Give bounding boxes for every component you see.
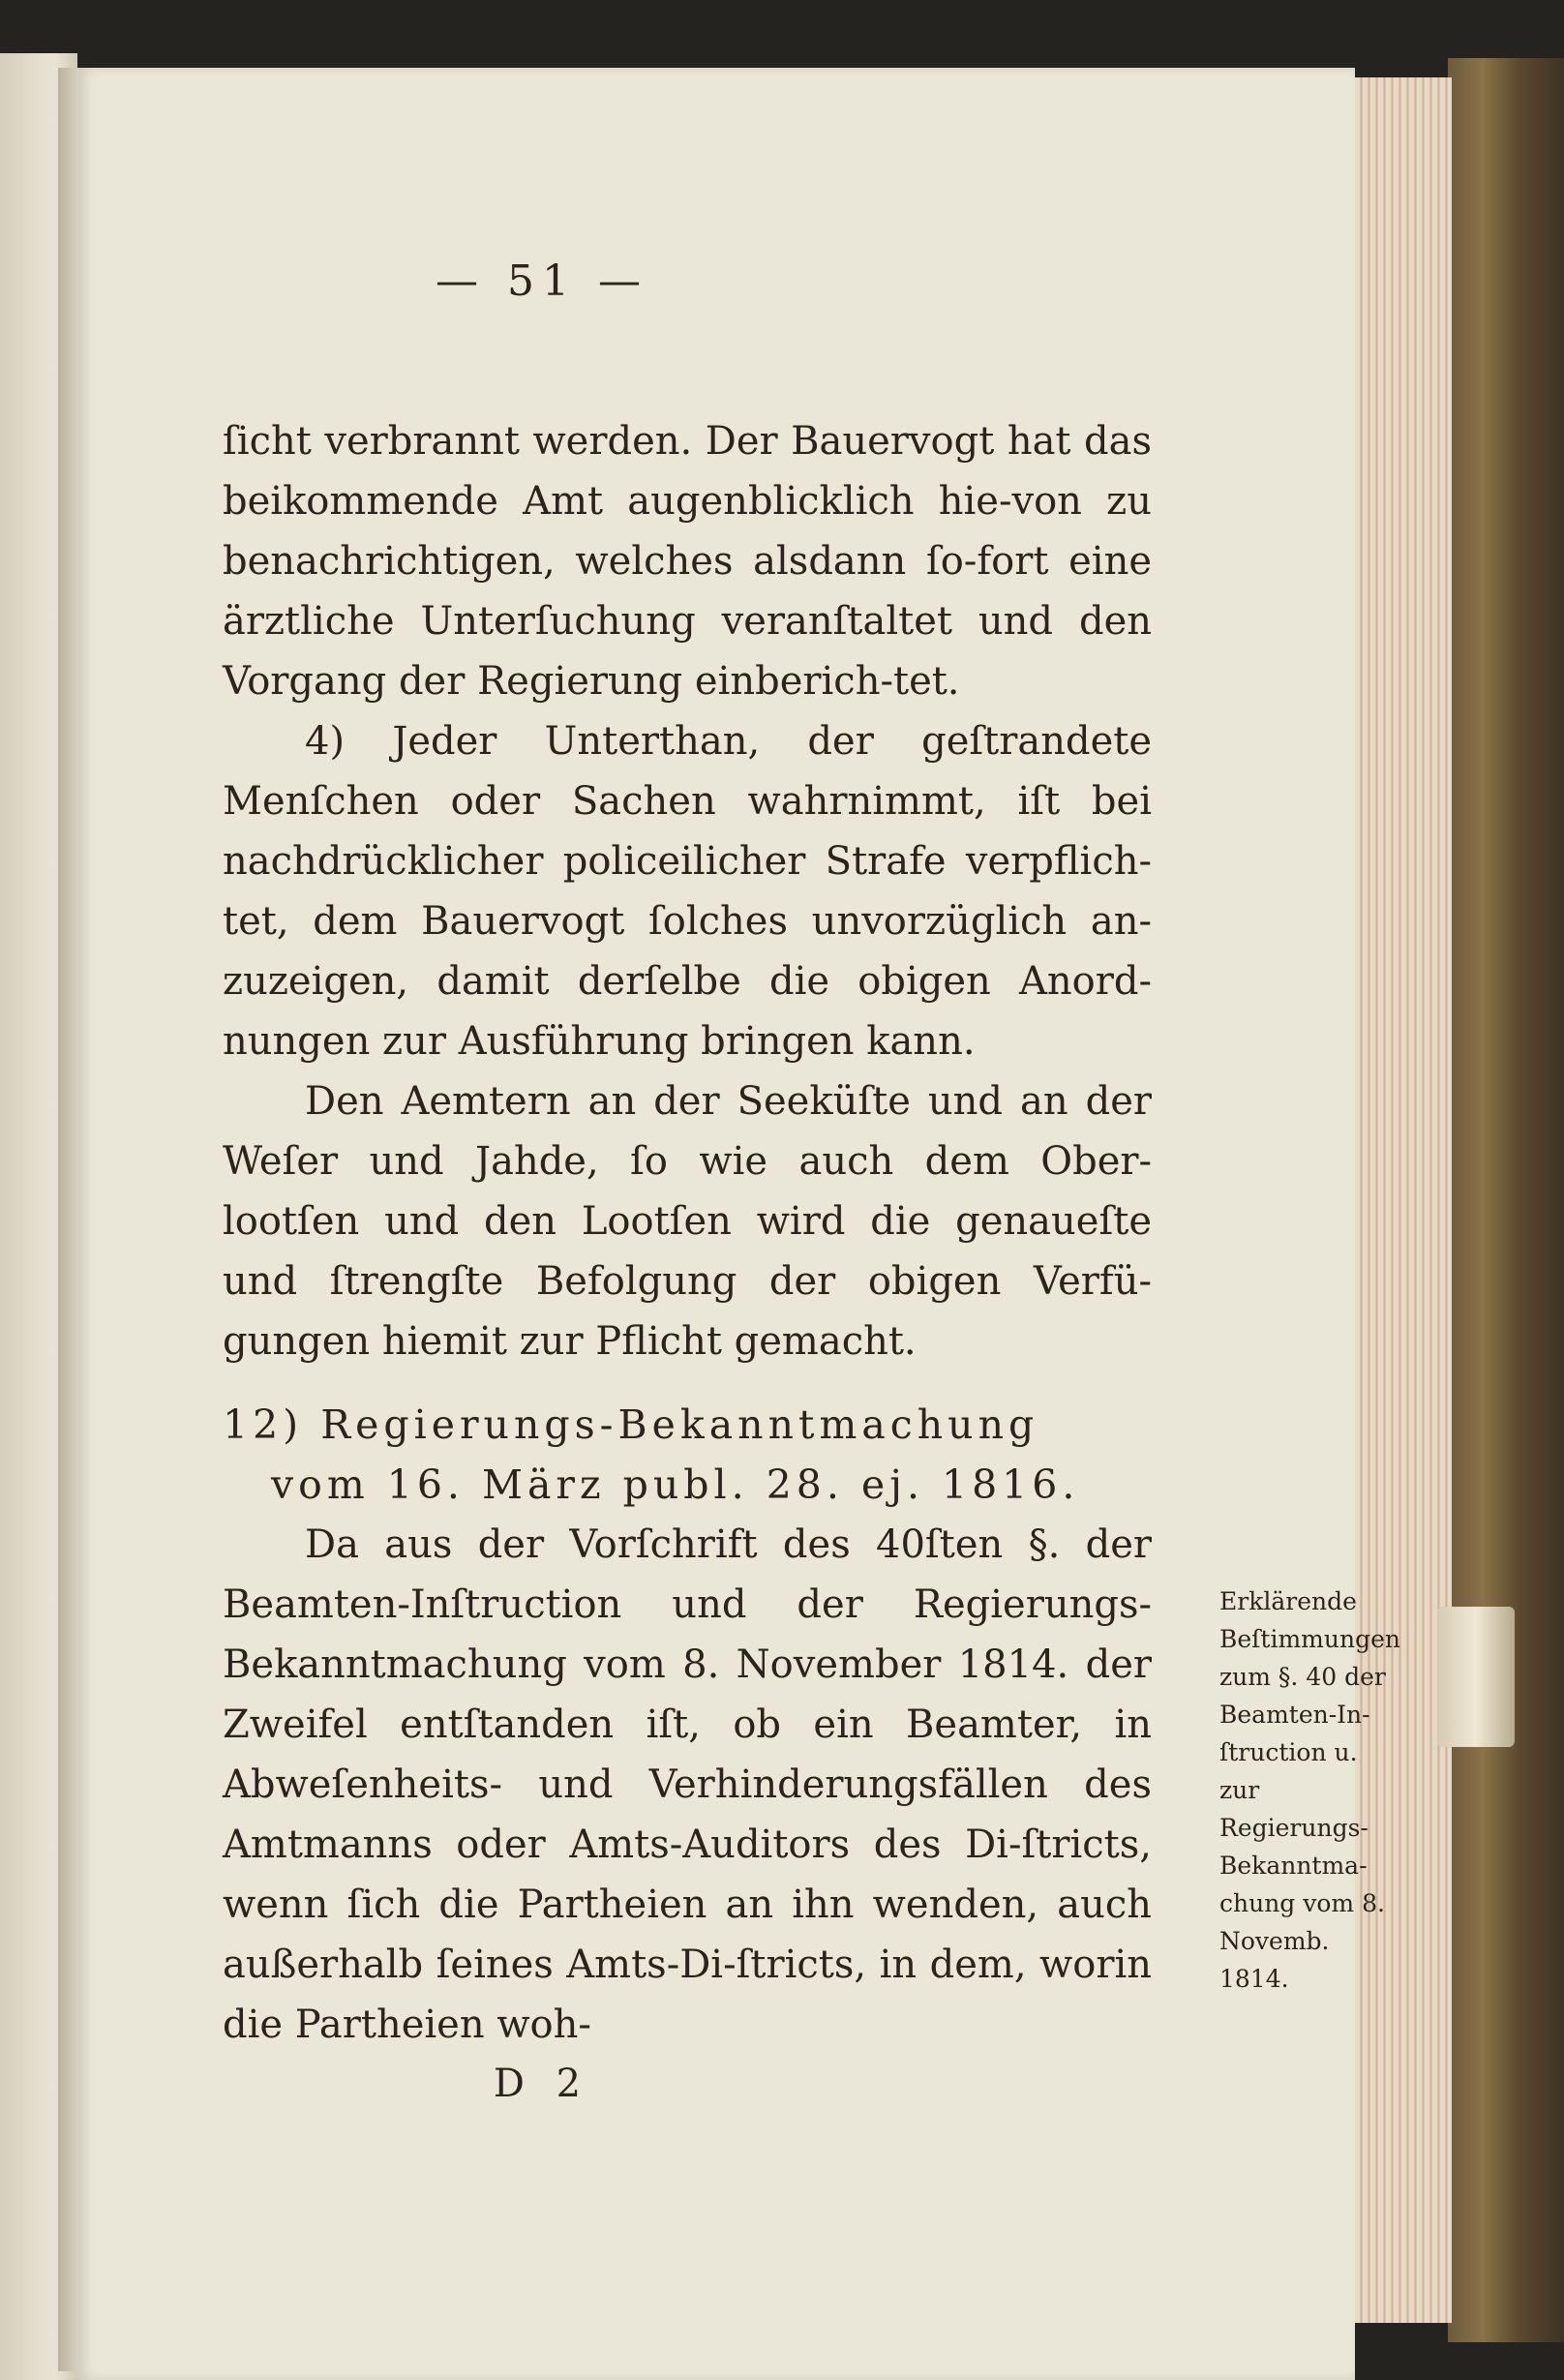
section-heading-line1: 12) Regierungs-Bekanntmachung [223,1401,1039,1448]
section-heading [223,1395,1152,1515]
paragraph-2: 4) Jeder Unterthan, der geſtrandete Menſchen oder Sachen wahrnimmt, iſt bei nachdrücklicher policeilicher Strafe verpflich-tet, dem Bauervogt ſolches unvorzüglich an-zuzeigen, damit derſelbe die obigen Anord-nungen zur Ausführung bringen kann. [223,719,1152,1064]
signature-mark: D 2 [493,2062,591,2106]
body-text [223,411,1152,2055]
section-heading-line2: vom 16. März publ. 28. ej. 1816. [271,1461,1080,1508]
margin-note: Erklärende Beſtimmungen zum §. 40 der Beamten-In-ſtruction u. zur Regierungs-Bekanntma-chung vom 8. Novemb. 1814. [1219,1587,1400,1993]
page-number: — 51 — [436,256,648,306]
page-clip [1437,1607,1515,1747]
book-binding [1448,58,1564,2342]
paragraph-3: Den Aemtern an der Seeküſte und an der Weſer und Jahde, ſo wie auch dem Ober-lootſen und den Lootſen wird die genaueſte und ſtrengſte Befolgung der obigen Verfü-gungen hiemit zur Pflicht gemacht. [223,1079,1152,1364]
book-page [77,68,1400,2380]
paragraph-4: Da aus der Vorſchrift des 40ſten §. der Beamten-Inſtruction und der Regierungs-Bekanntmachung vom 8. November 1814. der Zweifel entſtanden iſt, ob ein Beamter, in Abweſenheits- und Verhinderungsfällen des Amtmanns oder Amts-Auditors des Di-ſtricts, wenn ſich die Partheien an ihn wenden, auch außerhalb ſeines Amts-Di-ſtricts, in dem, worin die Partheien woh- [223,1522,1152,2047]
paragraph-1: ſicht verbrannt werden. Der Bauervogt hat das beikommende Amt augenblicklich hie-von zu benachrichtigen, welches alsdann ſo-fort eine ärztliche Unterſuchung veranſtaltet und den Vorgang der Regierung einberich-tet. [223,419,1152,704]
